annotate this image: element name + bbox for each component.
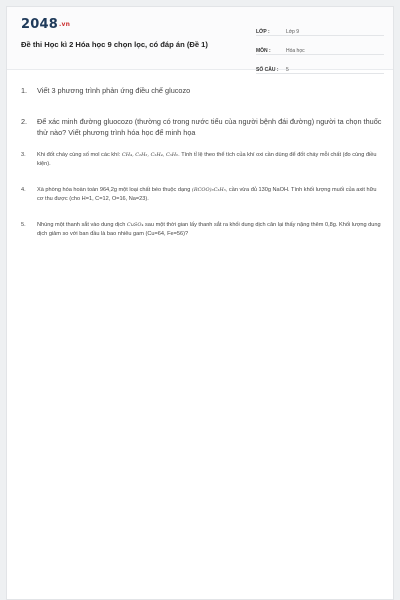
question-item	[21, 151, 383, 169]
question-text-post: sau một thời gian lấy thanh sắt ra khối dung dịch cân lại thấy nặng thêm 0,8g. Khối lượng dung dịch giảm so với ban đầu là bao nhiêu gam (Cu=64, Fe=56)?	[37, 222, 381, 237]
exam-header	[7, 7, 393, 73]
question-text-post: Tính tỉ lệ theo thể tích của khí oxi cần dùng để đốt cháy mỗi chất (đo cùng điều kiện).	[37, 152, 377, 167]
chemical-formula: C₂H₄,	[150, 152, 165, 158]
question-text-pre: Xà phòng hóa hoàn toàn 964,2g một loại chất béo thuộc dạng	[37, 187, 192, 193]
meta-label: MÔN :	[256, 48, 271, 54]
logo-suffix: .vn	[58, 21, 71, 28]
question-text	[37, 151, 383, 169]
question-text	[37, 221, 383, 239]
question-item	[21, 85, 383, 96]
question-item	[21, 186, 383, 204]
question-list	[21, 85, 383, 239]
question-item	[21, 221, 383, 239]
meta-row-subject	[256, 40, 384, 55]
meta-value: Hóa học	[286, 48, 305, 54]
chemical-formula: (RCOO)₃C₃H₅,	[191, 187, 228, 193]
meta-row-question-count	[256, 59, 384, 74]
chemical-formula: C₆H₆.	[165, 152, 180, 158]
meta-row-class	[256, 21, 384, 36]
exam-meta	[256, 21, 384, 78]
chemical-formula: CH₄,	[121, 152, 134, 158]
question-text-pre: Nhúng một thanh sắt vào dung dịch	[37, 222, 127, 228]
meta-label: SỐ CÂU :	[256, 67, 279, 73]
meta-label: LỚP :	[256, 29, 270, 35]
chemical-formula: CuSO₄	[126, 222, 144, 228]
exam-title: Đề thi Học kì 2 Hóa học 9 chọn lọc, có đáp án (Đề 1)	[21, 40, 208, 49]
question-item	[21, 116, 383, 138]
question-text-pre: Khi đốt cháy cùng số mol các khí:	[37, 152, 122, 158]
site-logo[interactable]	[21, 17, 70, 32]
exam-page	[6, 6, 394, 600]
question-number: 4.	[21, 187, 26, 193]
meta-value: Lớp 9	[286, 29, 300, 35]
logo-text: 2048	[21, 17, 58, 32]
question-number: 5.	[21, 222, 26, 228]
question-text: Để xác minh đường gluocozo (thường có trong nước tiểu của người bệnh đái đường) người ta chọn thuốc thử nào? Viết phương trình hóa học để minh họa	[37, 117, 382, 137]
question-text	[37, 186, 383, 204]
question-text-post: cần vừa đủ 130g NaOH. Tính khối lượng muối của axit hữu cơ thu được (cho H=1, C=12, O=16, Na=23).	[37, 187, 377, 202]
chemical-formula: C₂H₂,	[135, 152, 150, 158]
meta-value: 5	[286, 67, 289, 73]
question-number: 3.	[21, 152, 26, 158]
question-number: 2.	[21, 117, 28, 126]
question-number: 1.	[21, 86, 28, 95]
question-text: Viết 3 phương trình phản ứng điều chế glucozo	[37, 86, 191, 95]
